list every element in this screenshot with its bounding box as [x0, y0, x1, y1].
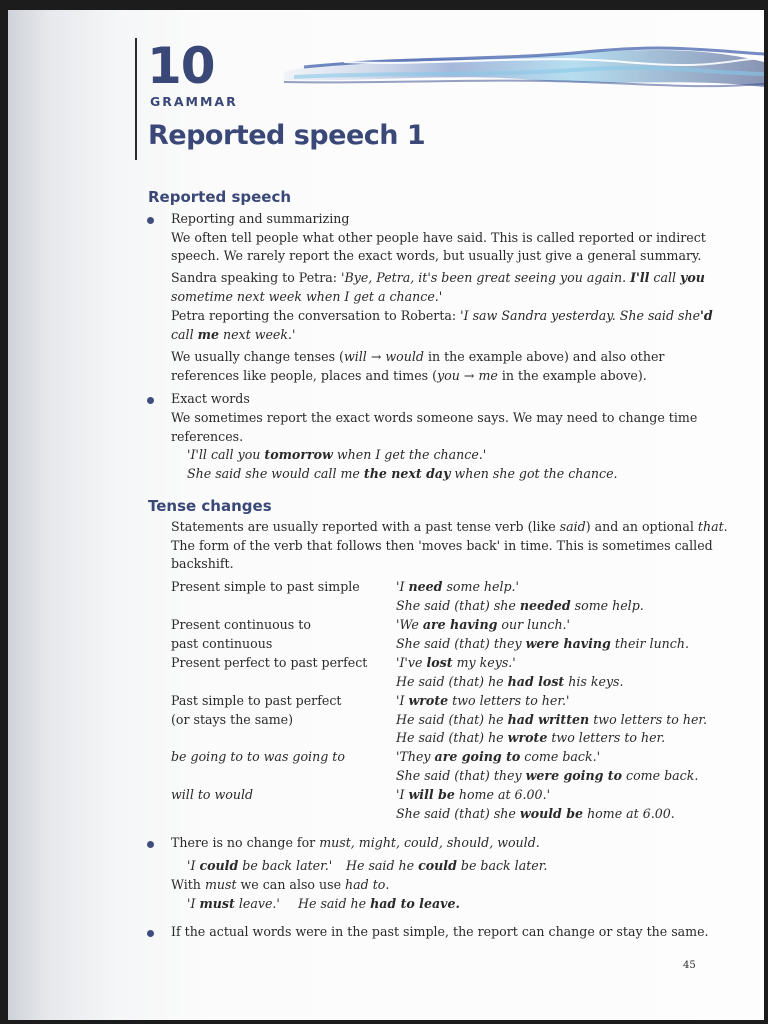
- example-line: He said he had to leave.: [298, 896, 460, 911]
- tense-label: past continuous: [171, 636, 273, 651]
- section-heading-tense-changes: Tense changes: [148, 497, 272, 515]
- body-line: There is no change for must, might, could, should, would.: [171, 835, 540, 850]
- tense-example: He said (that) he had lost his keys.: [396, 674, 624, 689]
- tense-example: 'I will be home at 6.00.': [396, 787, 551, 802]
- body-line: The form of the verb that follows then 'moves back' in time. This is sometimes called: [171, 538, 713, 553]
- example-line: 'I could be back later.': [187, 858, 333, 873]
- unit-number: 10: [147, 37, 215, 95]
- tense-example: 'I wrote two letters to her.': [396, 693, 570, 708]
- example-line: sometime next week when I get a chance.': [171, 289, 443, 304]
- body-line: Statements are usually reported with a past tense verb (like said) and an optional that.: [171, 519, 728, 534]
- tense-label: will to would: [171, 787, 254, 802]
- example-line: 'I'll call you tomorrow when I get the chance.': [187, 447, 487, 462]
- bullet-label: Exact words: [171, 391, 250, 406]
- body-line: We sometimes report the exact words someone says. We may need to change time: [171, 410, 698, 425]
- bullet-icon: [147, 841, 154, 848]
- body-line: We often tell people what other people have said. This is called reported or indirect: [171, 230, 706, 245]
- bullet-icon: [147, 930, 154, 937]
- tense-label: (or stays the same): [171, 712, 294, 727]
- tense-example: 'We are having our lunch.': [396, 617, 571, 632]
- body-line: references like people, places and times (you → me in the example above).: [171, 368, 647, 383]
- tense-example: 'I've lost my keys.': [396, 655, 516, 670]
- bullet-icon: [147, 397, 154, 404]
- example-line: Sandra speaking to Petra: 'Bye, Petra, it's been great seeing you again. I'll call you: [171, 270, 705, 285]
- page-title: Reported speech 1: [148, 120, 426, 151]
- tense-example: 'I need some help.': [396, 579, 520, 594]
- example-line: 'I must leave.': [187, 896, 280, 911]
- tense-label: Present simple to past simple: [171, 579, 360, 594]
- section-heading-reported-speech: Reported speech: [148, 188, 292, 206]
- bullet-icon: [147, 217, 154, 224]
- body-line: speech. We rarely report the exact words, but usually just give a general summary.: [171, 248, 702, 263]
- body-line: backshift.: [171, 556, 234, 571]
- example-line: He said he could be back later.: [346, 858, 548, 873]
- tense-example: 'They are going to come back.': [396, 749, 601, 764]
- tense-example: She said (that) she would be home at 6.00.: [396, 806, 675, 821]
- tense-label: Present perfect to past perfect: [171, 655, 368, 670]
- body-line: references.: [171, 429, 244, 444]
- decorative-banner: [284, 32, 764, 102]
- example-line: call me next week.': [171, 327, 296, 342]
- body-line: With must we can also use had to.: [171, 877, 390, 892]
- page-number: 45: [683, 960, 696, 971]
- tense-example: She said (that) they were going to come back.: [396, 768, 699, 783]
- tense-label: Present continuous to: [171, 617, 311, 632]
- tense-example: She said (that) they were having their lunch.: [396, 636, 689, 651]
- tense-label: be going to to was going to: [171, 749, 345, 764]
- body-line: If the actual words were in the past simple, the report can change or stay the same.: [171, 924, 709, 939]
- section-kicker: GRAMMAR: [150, 94, 238, 109]
- tense-example: He said (that) he wrote two letters to her.: [396, 730, 666, 745]
- book-page: [8, 10, 764, 1020]
- bullet-label: Reporting and summarizing: [171, 211, 350, 226]
- example-line: Petra reporting the conversation to Roberta: 'I saw Sandra yesterday. She said she'd: [171, 308, 713, 323]
- header-rule: [135, 38, 137, 160]
- tense-label: Past simple to past perfect: [171, 693, 342, 708]
- example-line: She said she would call me the next day when she got the chance.: [187, 466, 618, 481]
- tense-example: He said (that) he had written two letters to her.: [396, 712, 708, 727]
- body-line: We usually change tenses (will → would in the example above) and also other: [171, 349, 665, 364]
- tense-example: She said (that) she needed some help.: [396, 598, 644, 613]
